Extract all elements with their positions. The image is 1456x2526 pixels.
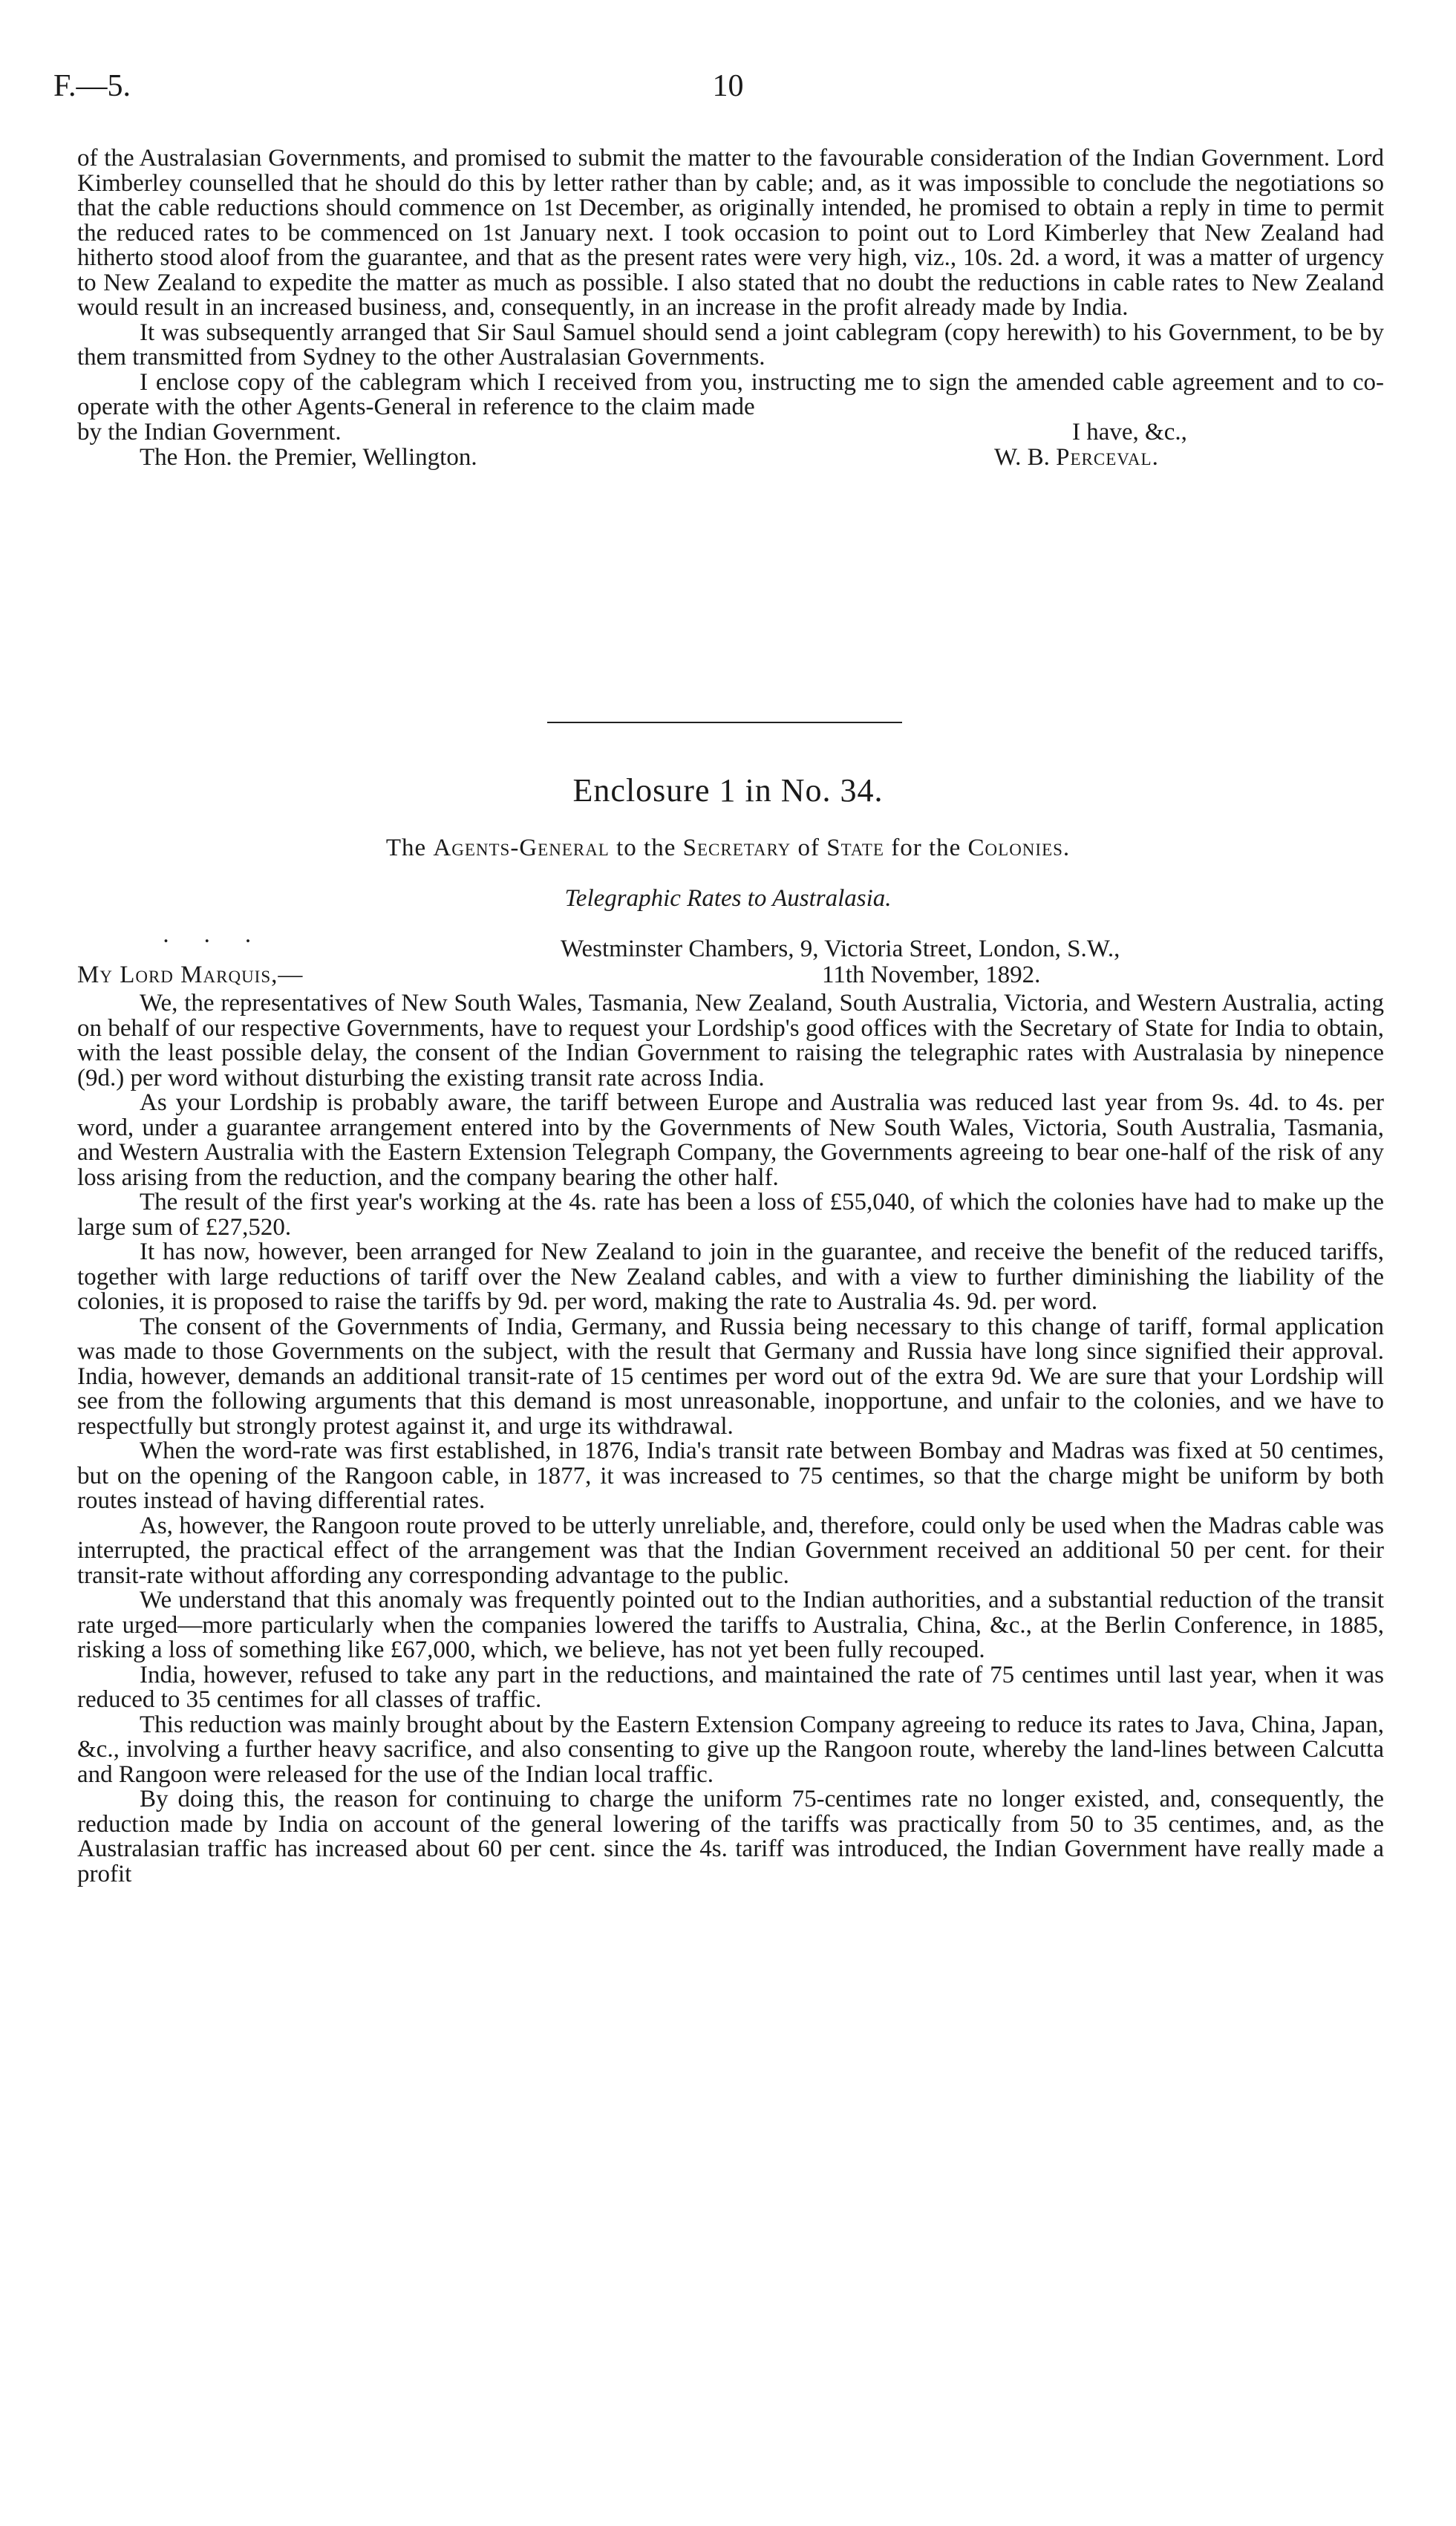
- subtitle-text: The: [385, 835, 434, 861]
- letter-paragraph: I enclose copy of the cablegram which I received from you, instructing me to sign the amended cable agreement and to co-operate with the other Agents-General in reference to the claim made: [77, 368, 1384, 420]
- enclosure-paragraph: This reduction was mainly brought about by the Eastern Extension Company agreeing to reduce its rates to Java, China, Japan, &c., involving a further heavy sacrifice, and also consenting to give up the Rangoon route, whereby the land-lines between Calcutta and Rangoon were released for the use of the Indian local traffic.: [77, 1711, 1384, 1788]
- enclosure-paragraph: By doing this, the reason for continuing to charge the uniform 75-centimes rate no longer existed, and, consequently, the reduction made by India on account of the general lowering of the tariffs was practically from 50 to 35 centimes, and, as the Australasian traffic has increased about 60 per cent. since the 4s. tariff was introduced, the Indian Government have really made a profit: [77, 1786, 1384, 1887]
- salutation: My Lord Marquis,—: [77, 962, 304, 988]
- subtitle-smallcaps: Secretary: [682, 835, 791, 861]
- sender-address: Westminster Chambers, 9, Victoria Street, London, S.W.,: [561, 936, 1120, 962]
- enclosure-paragraph: We, the representatives of New South Wales, Tasmania, New Zealand, South Australia, Victoria, and Western Australia, acting on behalf of our respective Governments, have to request your Lordship's good offices with the Secretary of State for India to obtain, with the least possible delay, the consent of the Indian Government to raising the telegraphic rates with Australasia by ninepence (9d.) per word without disturbing the existing transit rate across India.: [77, 990, 1384, 1091]
- letter-closing: I have, &c.,: [1072, 418, 1187, 446]
- letter-paragraph: It was subsequently arranged that Sir Saul Samuel should send a joint cablegram (copy herewith) to his Government, to be by them transmitted from Sydney to the other Australasian Governments.: [77, 319, 1384, 371]
- letter-last-line: by the Indian Government.: [77, 418, 342, 446]
- section-divider: [547, 722, 902, 723]
- letter-signature-row: [77, 443, 1384, 471]
- enclosure-body: [77, 991, 1384, 1887]
- signature-surname: Perceval.: [1056, 443, 1159, 471]
- ellipsis-dots: · · ·: [162, 928, 266, 955]
- enclosure-paragraph: It has now, however, been arranged for New Zealand to join in the guarantee, and receive the benefit of the reduced tariffs, together with large reductions of tariff over the New Zealand cables, and with a view to further diminishing the liability of the colonies, it is proposed to raise the tariffs by 9d. per word, making the rate to Australia 4s. 9d. per word.: [77, 1238, 1384, 1315]
- enclosure-paragraph: As your Lordship is probably aware, the tariff between Europe and Australia was reduced last year from 9s. 4d. to 4s. per word, under a guarantee arrangement entered into by the Governments of New South Wales, Victoria, South Australia, Tasmania, and Western Australia with the Eastern Extension Telegraph Company, the Governments agreeing to bear one-half of the risk of any loss arising from the reduction, and the company bearing the other half.: [77, 1089, 1384, 1191]
- letter-paragraph: of the Australasian Governments, and promised to submit the matter to the favourable consideration of the Indian Government. Lord Kimberley counselled that he should do this by letter rather than by cable; and, as it was impossible to conclude the negotiations so that the cable reductions should commence on 1st December, as originally intended, he promised to obtain a reply in time to permit the reduced rates to be commenced on 1st January next. I took occasion to point out to Lord Kimberley that New Zealand had hitherto stood aloof from the guarantee, and that as the present rates were very high, viz., 10s. 2d. a word, it was a matter of urgency to New Zealand to expedite the matter as much as possible. I also stated that no doubt the reductions in cable rates to New Zealand would result in an increased business, and, consequently, in an increase in the profit already made by India.: [77, 145, 1384, 321]
- page-header: [53, 68, 1403, 113]
- enclosure-paragraph: The consent of the Governments of India, Germany, and Russia being necessary to this change of tariff, formal application was made to those Governments on the subject, with the result that Germany and Russia have long since signified their approval. India, however, demands an additional transit-rate of 15 centimes per word out of the extra 9d. We are sure that your Lordship will see from the following arguments that this demand is most unreasonable, inopportune, and unfair to the colonies, and we have to respectfully but strongly protest against it, and urge its withdrawal.: [77, 1313, 1384, 1440]
- enclosure-paragraph: We understand that this anomaly was frequently pointed out to the Indian authorities, and a substantial reduction of the transit rate urged—more particularly when the companies lowered the tariffs to Australia, China, &c., at the Berlin Conference, in 1885, risking a loss of something like £67,000, which, we believe, has not yet been fully recouped.: [77, 1587, 1384, 1663]
- enclosure-title: Enclosure 1 in No. 34.: [572, 772, 884, 809]
- enclosure-topic: Telegraphic Rates to Australasia.: [564, 885, 892, 912]
- letter-date: 11th November, 1892.: [822, 962, 1041, 988]
- signature-initials: W. B.: [994, 443, 1050, 471]
- letter-addressee: The Hon. the Premier, Wellington.: [140, 443, 477, 471]
- letter-closing-row: [77, 420, 1384, 446]
- subtitle-text: for the: [884, 835, 968, 861]
- subtitle-text: to the: [609, 835, 683, 861]
- enclosure-paragraph: When the word-rate was first established, in 1876, India's transit rate between Bombay and Madras was fixed at 50 centimes, but on the opening of the Rangoon cable, in 1877, it was increased to 75 centimes, so that the charge might be uniform by both routes instead of having differential rates.: [77, 1437, 1384, 1514]
- enclosure-paragraph: India, however, refused to take any part in the reductions, and maintained the rate of 75 centimes until last year, when it was reduced to 35 centimes for all classes of traffic.: [77, 1661, 1384, 1713]
- document-reference: F.—5.: [53, 69, 131, 103]
- enclosure-paragraph: As, however, the Rangoon route proved to be utterly unreliable, and, therefore, could only be used when the Madras cable was interrupted, the practical effect of the arrangement was that the Indian Government received an additional 50 per cent. for their transit-rate without affording any corresponding advantage to the public.: [77, 1512, 1384, 1589]
- subtitle-smallcaps: Agents-General: [433, 835, 610, 861]
- subtitle-smallcaps: State: [826, 835, 884, 861]
- enclosure-paragraph: The result of the first year's working at the 4s. rate has been a loss of £55,040, of which the colonies have had to make up the large sum of £27,520.: [77, 1189, 1384, 1241]
- page-number: 10: [712, 69, 744, 103]
- subtitle-smallcaps: Colonies: [967, 835, 1063, 861]
- subtitle-text: of: [791, 835, 827, 861]
- enclosure-subtitle: [0, 836, 1456, 861]
- letter-body: [77, 146, 1384, 471]
- subtitle-text: .: [1062, 835, 1071, 861]
- letter-signature: [994, 443, 1159, 471]
